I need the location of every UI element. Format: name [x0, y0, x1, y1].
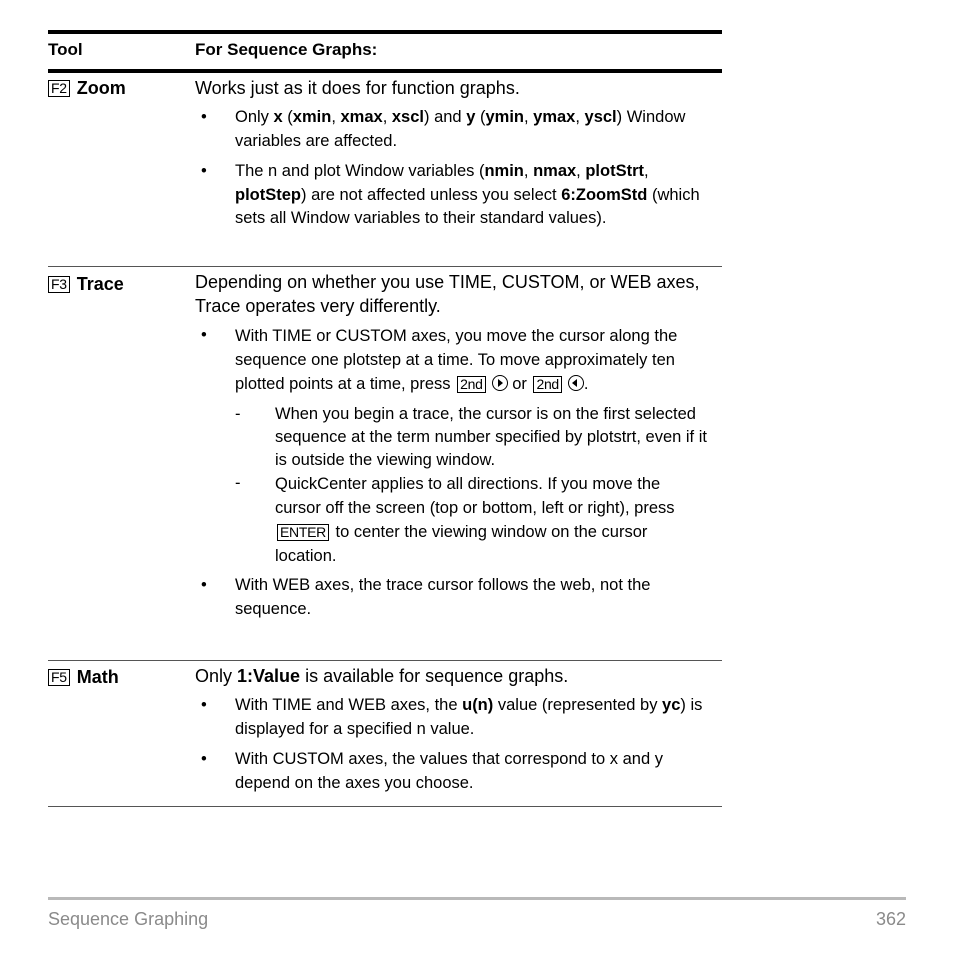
f5-key-icon: F5 [48, 669, 70, 686]
tool-label-trace: Trace [76, 274, 124, 294]
math-intro: Only 1:Value is available for sequence graphs. [195, 666, 569, 686]
table-header [48, 34, 722, 73]
2nd-key-icon: 2nd [533, 376, 561, 393]
right-arrow-key-icon [492, 375, 508, 391]
bullet-mark: • [201, 162, 207, 180]
page-number: 362 [875, 909, 906, 929]
table-row-math [48, 661, 722, 807]
tool-label-zoom: Zoom [76, 78, 126, 98]
table-row-trace [48, 267, 722, 661]
list-item: • With TIME and WEB axes, the u(n) value (represented by yc) is displayed for a specified n value. [195, 694, 708, 741]
bullet-mark: • [201, 750, 207, 768]
trace-intro: Depending on whether you use TIME, CUSTOM, or WEB axes, Trace operates very differently. [195, 272, 700, 316]
desc-cell-zoom [195, 73, 722, 266]
list-item: • The n and plot Window variables (nmin, nmax, plotStrt, plotStep) are not affected unless you select 6:ZoomStd (which sets all Window variables to their standard values). [195, 160, 708, 231]
dash-mark: - [235, 405, 241, 423]
tool-cell-math [48, 661, 195, 806]
desc-cell-math [195, 661, 722, 806]
footer-divider [48, 897, 906, 900]
tool-cell-trace [48, 267, 195, 660]
bullet-mark: • [201, 326, 207, 344]
bullet-mark: • [201, 576, 207, 594]
footer-section-title: Sequence Graphing [48, 909, 209, 929]
f2-key-icon: F2 [48, 80, 70, 97]
bullet-mark: • [201, 108, 207, 126]
header-description: For Sequence Graphs: [195, 40, 378, 59]
desc-cell-trace [195, 267, 722, 660]
list-item: • With WEB axes, the trace cursor follows the web, not the sequence. [195, 574, 708, 621]
list-item: - QuickCenter applies to all directions. If you move the cursor off the screen (top or bottom, left or right), press ENTER to center the viewing window on the cursor location. [235, 472, 708, 568]
enter-key-icon: ENTER [277, 524, 329, 541]
list-item: • Only x (xmin, xmax, xscl) and y (ymin, ymax, yscl) Window variables are affected. [195, 106, 708, 153]
list-item: • With CUSTOM axes, the values that correspond to x and y depend on the axes you choose. [195, 748, 708, 795]
tool-label-math: Math [76, 667, 119, 687]
list-item: • With TIME or CUSTOM axes, you move the cursor along the sequence one plotstep at a time. To move approximately ten plotted points at a time, press 2nd or 2nd . [195, 324, 708, 396]
dash-list [195, 403, 708, 568]
table-row-zoom [48, 73, 722, 267]
2nd-key-icon: 2nd [457, 376, 485, 393]
list-item: - When you begin a trace, the cursor is on the first selected sequence at the term number specified by plotstrt, even if it is outside the viewing window. [235, 403, 708, 472]
dash-mark: - [235, 474, 241, 492]
header-tool: Tool [48, 40, 83, 59]
tool-table [48, 30, 722, 807]
left-arrow-key-icon [568, 375, 584, 391]
zoom-intro: Works just as it does for function graphs. [195, 78, 520, 98]
bullet-mark: • [201, 696, 207, 714]
f3-key-icon: F3 [48, 276, 70, 293]
tool-cell-zoom [48, 73, 195, 266]
